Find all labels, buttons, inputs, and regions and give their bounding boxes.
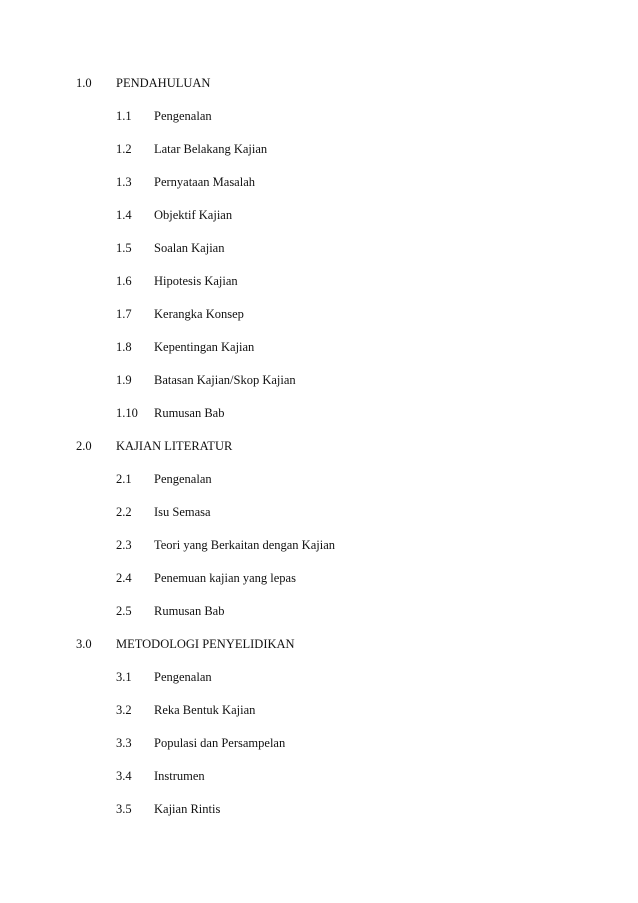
section-title: Rumusan Bab	[154, 604, 225, 618]
section-number: 2.3	[116, 538, 132, 552]
section-title: Batasan Kajian/Skop Kajian	[154, 373, 296, 387]
section-number: 3.5	[116, 802, 132, 816]
chapter-title: PENDAHULUAN	[116, 76, 211, 90]
section-title: Soalan Kajian	[154, 241, 225, 255]
section-number: 1.4	[116, 208, 132, 222]
section-number: 1.1	[116, 109, 132, 123]
section-number: 3.4	[116, 769, 132, 783]
section-title: Reka Bentuk Kajian	[154, 703, 256, 717]
section-number: 3.2	[116, 703, 132, 717]
section-number: 2.4	[116, 571, 132, 585]
section-number: 3.1	[116, 670, 132, 684]
chapter-title: KAJIAN LITERATUR	[116, 439, 233, 453]
section-title: Pengenalan	[154, 472, 212, 486]
chapter-number: 1.0	[76, 76, 92, 90]
section-title: Populasi dan Persampelan	[154, 736, 286, 750]
section-title: Kajian Rintis	[154, 802, 221, 816]
section-title: Kepentingan Kajian	[154, 340, 255, 354]
section-number: 1.2	[116, 142, 132, 156]
section-number: 1.10	[116, 406, 138, 420]
section-number: 2.5	[116, 604, 132, 618]
section-title: Latar Belakang Kajian	[154, 142, 268, 156]
section-title: Pengenalan	[154, 670, 212, 684]
section-title: Isu Semasa	[154, 505, 211, 519]
section-title: Kerangka Konsep	[154, 307, 244, 321]
section-number: 1.9	[116, 373, 132, 387]
section-number: 1.5	[116, 241, 132, 255]
chapter-number: 2.0	[76, 439, 92, 453]
section-number: 1.6	[116, 274, 132, 288]
section-title: Objektif Kajian	[154, 208, 233, 222]
section-title: Rumusan Bab	[154, 406, 225, 420]
section-number: 2.1	[116, 472, 132, 486]
section-number: 3.3	[116, 736, 132, 750]
chapter-title: METODOLOGI PENYELIDIKAN	[116, 637, 295, 651]
section-title: Pengenalan	[154, 109, 212, 123]
chapter-number: 3.0	[76, 637, 92, 651]
section-number: 1.7	[116, 307, 132, 321]
section-number: 2.2	[116, 505, 132, 519]
section-title: Instrumen	[154, 769, 205, 783]
section-title: Pernyataan Masalah	[154, 175, 256, 189]
section-title: Teori yang Berkaitan dengan Kajian	[154, 538, 335, 552]
section-number: 1.3	[116, 175, 132, 189]
section-title: Hipotesis Kajian	[154, 274, 238, 288]
section-number: 1.8	[116, 340, 132, 354]
section-title: Penemuan kajian yang lepas	[154, 571, 296, 585]
